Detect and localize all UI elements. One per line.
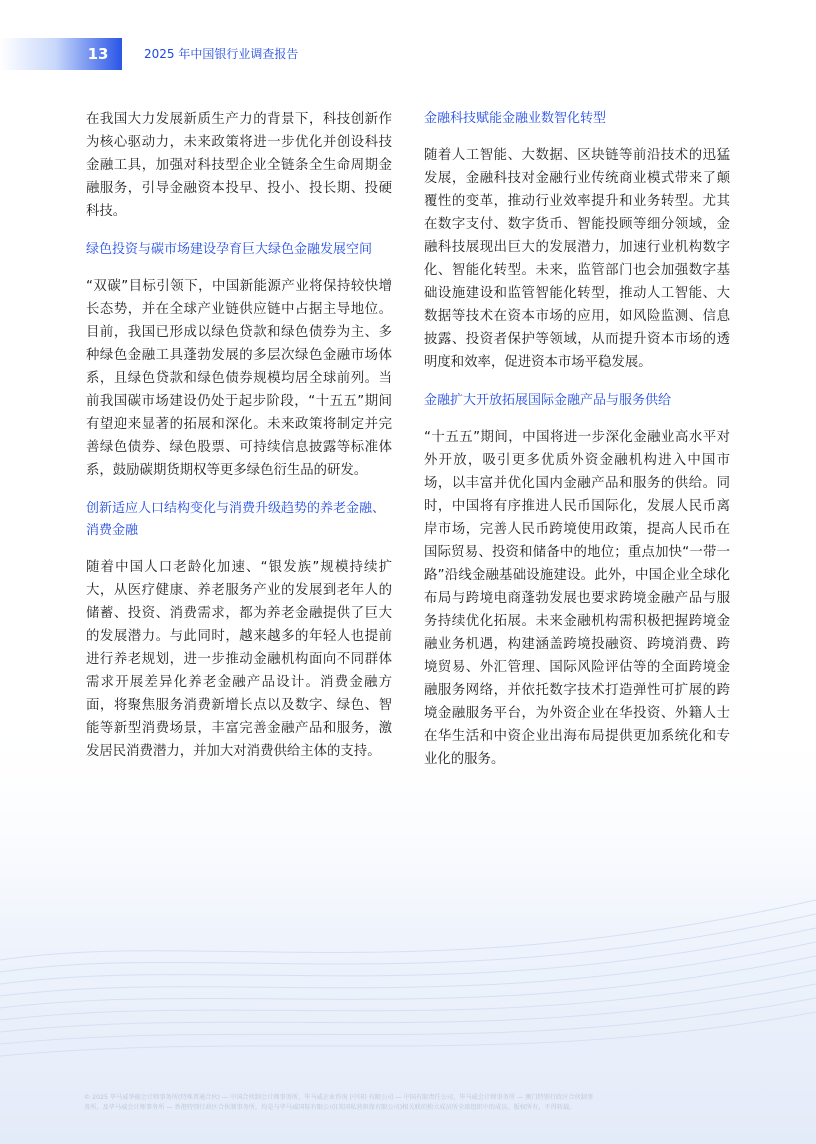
paragraph-fintech: 随着人工智能、大数据、区块链等前沿技术的迅猛发展，金融科技对金融行业传统商业模式带来了颠覆性的变革，推动行业效率提升和业务转型。尤其在数字支付、数字货币、智能投顾等细分领域，金融科技展现出巨大的发展潜力，加速行业机构数字化、智能化转型。未来，监管部门也会加强数字基础设施建设和监管智能化转型，推动人工智能、大数据等技术在资本市场的应用，如风险监测、信息披露、投资者保护等领域，从而提升资本市场的透明度和效率，促进资本市场平稳发展。 [424, 148, 730, 370]
copyright-line-1: © 2025 毕马威华振会计师事务所(特殊普通合伙) — 中国合伙制会计师事务所，毕马威企业咨询 (中国) 有限公司 — 中国有限责任公司，毕马威会计师事务所 — 澳门特别行政区合伙制事 [84, 1094, 594, 1101]
copyright-footer [84, 1093, 734, 1113]
section-heading-green-finance: 绿色投资与碳市场建设孕育巨大绿色金融发展空间 [86, 242, 373, 257]
page-number: 13 [87, 45, 109, 63]
report-title: 2025 年中国银行业调查报告 [144, 47, 299, 61]
section-heading-fintech: 金融科技赋能金融业数智化转型 [424, 111, 607, 126]
paragraph-pension-consumer-finance: 随着中国人口老龄化加速、“银发族”规模持续扩大，从医疗健康、养老服务产业的发展到老年人的储蓄、投资、消费需求，都为养老金融提供了巨大的发展潜力。与此同时，越来越多的年轻人也提前进行养老规划，进一步推动金融机构面向不同群体需求开展差异化养老金融产品设计。消费金融方面，将聚焦服务消费新增长点以及数字、绿色、智能等新型消费场景，丰富完善金融产品和服务，激发居民消费潜力，并加大对消费供给主体的支持。 [86, 560, 392, 759]
right-column [424, 108, 730, 787]
section-heading-pension-consumer-finance: 创新适应人口结构变化与消费升级趋势的养老金融、消费金融 [86, 501, 386, 538]
paragraph-green-finance: “双碳”目标引领下，中国新能源产业将保持较快增长态势，并在全球产业链供应链中占据主导地位。目前，我国已形成以绿色贷款和绿色债券为主、多种绿色金融工具蓬勃发展的多层次绿色金融市场体系，且绿色贷款和绿色债券规模均居全球前列。当前我国碳市场建设仍处于起步阶段，“十五五”期间有望迎来显著的拓展和深化。未来政策将制定并完善绿色债券、绿色股票、可持续信息披露等标准体系，鼓励碳期货期权等更多绿色衍生品的研发。 [86, 279, 392, 478]
left-column [86, 108, 392, 779]
paragraph-financial-opening: “十五五”期间，中国将进一步深化金融业高水平对外开放，吸引更多优质外资金融机构进入中国市场，以丰富并优化国内金融产品和服务的供给。同时，中国将有序推进人民币国际化，发展人民币离岸市场，完善人民币跨境使用政策，提高人民币在国际贸易、投资和储备中的地位；重点加快“一带一路”沿线金融基础设施建设。此外，中国企业全球化布局与跨境电商蓬勃发展也要求跨境金融产品与服务持续优化拓展。未来金融机构需积极把握跨境金融业务机遇，构建涵盖跨境投融资、跨境消费、跨境贸易、外汇管理、国际风险评估等的全面跨境金融服务网络，并依托数字技术打造弹性可扩展的跨境金融服务平台，为外资企业在华投资、外籍人士在华生活和中资企业出海布局提供更加系统化和专业化的服务。 [424, 430, 730, 767]
copyright-line-2: 务所，及毕马威会计师事务所 — 香港特别行政区合伙制事务所，均是与毕马威国际有限公司(英国私营担保有限公司)相关联的独立成员所全球组织中的成员。版权所有，不得转载。 [84, 1104, 576, 1111]
section-heading-financial-opening: 金融扩大开放拓展国际金融产品与服务供给 [424, 393, 672, 408]
paragraph-tech-finance: 在我国大力发展新质生产力的背景下，科技创新作为核心驱动力，未来政策将进一步优化并创设科技金融工具，加强对科技型企业全链条全生命周期金融服务，引导金融资本投早、投小、投长期、投硬科技。 [86, 112, 392, 219]
